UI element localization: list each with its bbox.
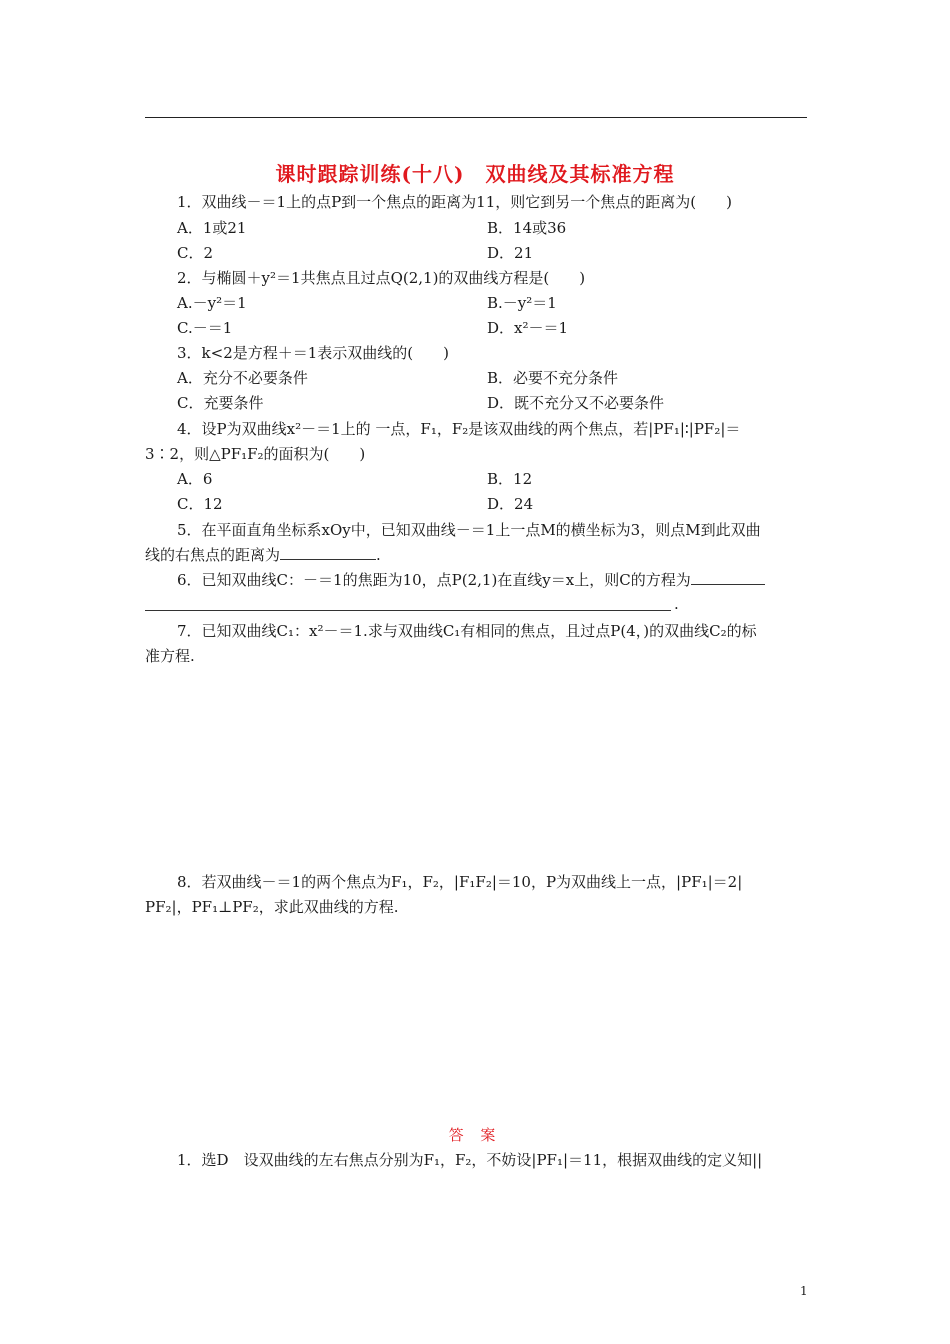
question-8-line-2: PF₂|，PF₁⊥PF₂，求此双曲线的方程. — [145, 898, 399, 916]
question-1-option-b: B．14或36 — [487, 219, 567, 237]
question-1-option-a: A．1或21 — [177, 219, 247, 237]
question-1-option-c: C．2 — [177, 244, 214, 262]
question-5-end: . — [376, 546, 381, 564]
answer-blank-full-line — [145, 610, 671, 611]
question-2-option-d: D．x²－＝1 — [487, 319, 569, 337]
question-4-stem-line-1: 4．设P为双曲线x²－＝1上的 一点，F₁，F₂是该双曲线的两个焦点，若|PF₁|∶|PF₂|＝ — [177, 420, 741, 438]
question-5-line-1: 5．在平面直角坐标系xOy中，已知双曲线－＝1上一点M的横坐标为3，则点M到此双曲 — [177, 521, 761, 539]
answer-1: 1．选D 设双曲线的左右焦点分别为F₁，F₂，不妨设|PF₁|＝11，根据双曲线的定义知|| — [177, 1151, 763, 1169]
question-6-end: . — [674, 595, 679, 613]
question-3-option-b: B．必要不充分条件 — [487, 369, 619, 387]
question-3-option-a: A．充分不必要条件 — [177, 369, 308, 387]
question-4-option-a: A．6 — [177, 470, 213, 488]
question-8-line-1: 8．若双曲线－＝1的两个焦点为F₁，F₂，|F₁F₂|＝10，P为双曲线上一点，|PF₁|＝2| — [177, 873, 743, 891]
question-4-option-d: D．24 — [487, 495, 534, 513]
question-3-stem: 3．k<2是方程＋＝1表示双曲线的( ) — [177, 344, 449, 362]
question-2-option-b: B.－y²＝1 — [487, 294, 557, 312]
question-1-option-d: D．21 — [487, 244, 534, 262]
question-4-stem-line-2: 3∶2，则△PF₁F₂的面积为( ) — [145, 445, 366, 463]
header-rule — [145, 117, 807, 118]
question-1-stem: 1．双曲线－＝1上的点P到一个焦点的距离为11，则它到另一个焦点的距离为( ) — [177, 193, 732, 211]
question-5-line-2 — [145, 545, 807, 565]
page-number: 1 — [800, 1284, 808, 1298]
question-4-option-c: C．12 — [177, 495, 223, 513]
page-title: 课时跟踪训练(十八) 双曲线及其标准方程 — [275, 162, 675, 186]
answer-blank — [280, 545, 376, 560]
question-4-option-b: B．12 — [487, 470, 533, 488]
answers-heading: 答 案 — [448, 1126, 502, 1144]
question-7-line-1: 7．已知双曲线C₁：x²－＝1.求与双曲线C₁有相同的焦点，且过点P(4，)的双曲线C₂的标 — [177, 622, 757, 640]
question-3-option-c: C．充要条件 — [177, 394, 264, 412]
question-2-stem: 2．与椭圆＋y²＝1共焦点且过点Q(2,1)的双曲线方程是( ) — [177, 269, 586, 287]
question-5-line-2-text: 线的右焦点的距离为 — [145, 546, 281, 564]
question-2-option-a: A.－y²＝1 — [177, 294, 247, 312]
answer-blank — [691, 570, 765, 585]
question-6-line-1-text: 6．已知双曲线C：－＝1的焦距为10，点P(2,1)在直线y＝x上，则C的方程为 — [177, 571, 691, 589]
question-3-option-d: D．既不充分又不必要条件 — [487, 394, 665, 412]
question-6-line-1 — [177, 570, 839, 590]
question-7-line-2: 准方程. — [145, 647, 195, 665]
question-2-option-c: C.－＝1 — [177, 319, 233, 337]
